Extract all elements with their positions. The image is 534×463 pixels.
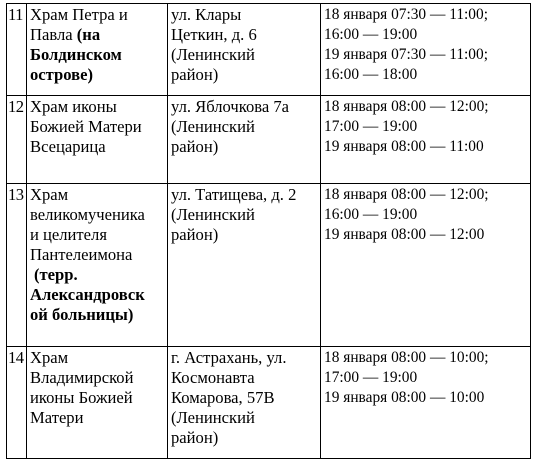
service-schedule: 18 января 08:00 — 12:00; 17:00 — 19:00 19 января 08:00 — 11:00 [321,96,531,184]
table-row [7,184,531,347]
church-schedule-table [6,3,531,459]
church-name: Храм Владимирской иконы Божией Матери [27,347,168,459]
service-schedule: 18 января 08:00 — 10:00; 17:00 — 19:00 19 января 08:00 — 10:00 [321,347,531,459]
service-schedule: 18 января 08:00 — 12:00; 16:00 — 19:00 19 января 08:00 — 12:00 [321,184,531,347]
church-address: ул. Татищева, д. 2 (Ленинский район) [168,184,321,347]
church-name: Храм Петра и Павла (на Болдинском острове) [27,4,168,96]
table-row [7,96,531,184]
church-address: ул. Яблочкова 7а (Ленинский район) [168,96,321,184]
row-number: 12 [7,96,27,184]
church-name: Храм великомученика и целителя Пантелеимона (терр. Александровск ой больницы) [27,184,168,347]
table-row [7,347,531,459]
row-number: 13 [7,184,27,347]
table-row [7,4,531,96]
row-number: 14 [7,347,27,459]
church-name: Храм иконы Божией Матери Всецарица [27,96,168,184]
church-address: ул. Клары Цеткин, д. 6 (Ленинский район) [168,4,321,96]
church-address: г. Астрахань, ул. Космонавта Комарова, 57В (Ленинский район) [168,347,321,459]
row-number: 11 [7,4,27,96]
service-schedule: 18 января 07:30 — 11:00; 16:00 — 19:00 19 января 07:30 — 11:00; 16:00 — 18:00 [321,4,531,96]
